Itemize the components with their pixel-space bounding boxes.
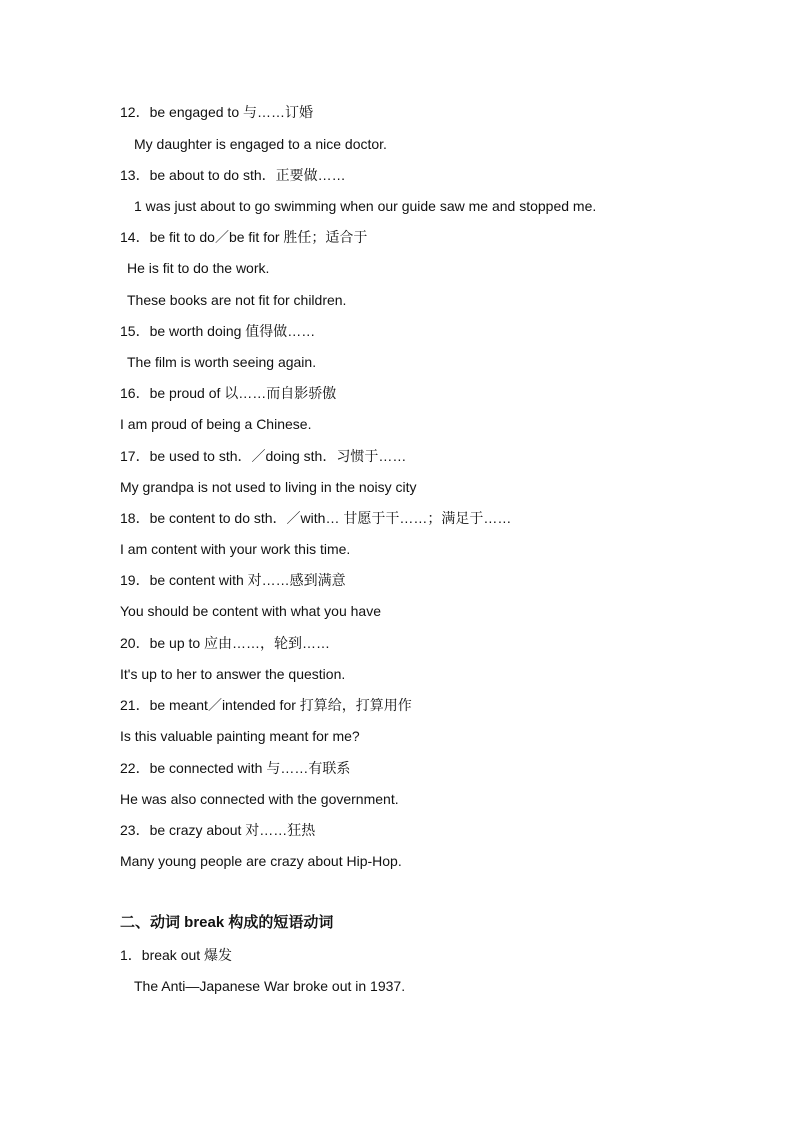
- phrase-line-12: 12．be engaged to 与……订婚: [120, 104, 313, 120]
- example-line-12: My daughter is engaged to a nice doctor.: [134, 136, 387, 152]
- example-line-17: My grandpa is not used to living in the noisy city: [120, 479, 417, 495]
- example-line-14b: These books are not fit for children.: [127, 292, 347, 308]
- example-line-20: It's up to her to answer the question.: [120, 666, 346, 682]
- phrase-line-15: 15．be worth doing 值得做……: [120, 323, 316, 339]
- phrase-line-16: 16．be proud of 以……而自影骄傲: [120, 385, 337, 401]
- example-line-19: You should be content with what you have: [120, 603, 382, 619]
- example-line-14a: He is fit to do the work.: [127, 260, 270, 276]
- phrase-line-22: 22．be connected with 与……有联系: [120, 760, 351, 776]
- phrase-line-14: 14．be fit to do／be fit for 胜任；适合于: [120, 229, 368, 245]
- phrase-line-13: 13．be about to do sth．正要做……: [120, 167, 346, 183]
- example-line-15: The film is worth seeing again.: [127, 354, 317, 370]
- example-line-13: 1 was just about to go swimming when our guide saw me and stopped me.: [134, 198, 597, 214]
- example-line-23: Many young people are crazy about Hip-Hop.: [120, 853, 402, 869]
- example-line-break-out: The Anti—Japanese War broke out in 1937.: [134, 978, 406, 994]
- phrase-line-23: 23．be crazy about 对……狂热: [120, 822, 316, 838]
- phrase-line-17: 17．be used to sth．／doing sth．习惯于……: [120, 448, 407, 464]
- phrase-line-21: 21．be meant／intended for 打算给，打算用作: [120, 697, 412, 713]
- phrase-line-20: 20．be up to 应由……，轮到……: [120, 635, 331, 651]
- example-line-22: He was also connected with the government.: [120, 791, 399, 807]
- phrase-line-break-out: 1．break out 爆发: [120, 947, 233, 963]
- phrase-line-19: 19．be content with 对……感到满意: [120, 572, 346, 588]
- example-line-16: I am proud of being a Chinese.: [120, 416, 312, 432]
- example-line-21: Is this valuable painting meant for me?: [120, 728, 360, 744]
- phrase-line-18: 18．be content to do sth．／with… 甘愿于干……；满足于……: [120, 510, 512, 526]
- example-line-18: I am content with your work this time.: [120, 541, 351, 557]
- section-heading: 二、动词 break 构成的短语动词: [120, 914, 334, 931]
